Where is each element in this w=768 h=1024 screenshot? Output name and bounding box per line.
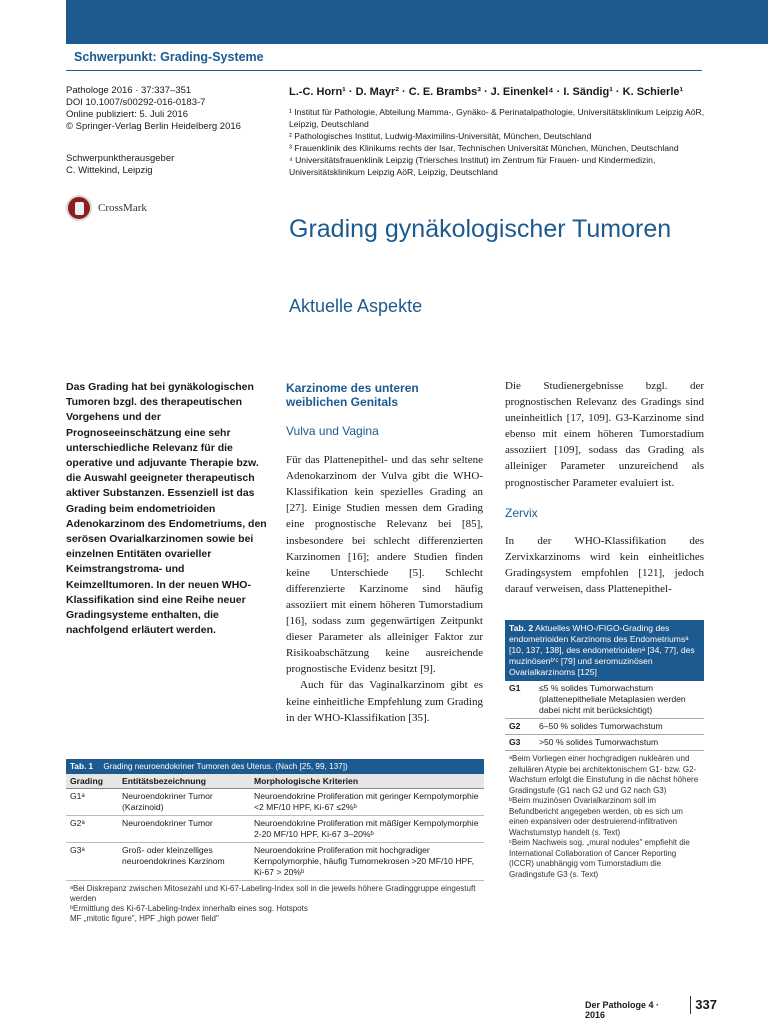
table-label: Tab. 2 [509,623,534,633]
affiliation: ⁴ Universitätsfrauenklinik Leipzig (Triersches Institut) im Zentrum für Frauen- und Kindermedizin, Universitätsklinikum Leipzig AöR, Leipzig, Deutschland [289,155,656,177]
section-heading: Zervix [505,505,538,520]
publication-meta [66,85,286,133]
table-row [505,681,704,719]
editor-name: C. Wittekind, Leipzig [66,165,153,176]
table-cell: G3ᵃ [66,843,118,881]
paragraph: In der WHO-Klassifikation des Zervixkarzinoms wird kein einheitliches Gradingsystem empfohlen [121], jedoch darauf verweisen, dass Plattenepithel- [505,534,704,596]
table-cell: ≤5 % solides Tumorwachstum (plattenepitheliale Metaplasien werden dabei nicht mit berücksichtigt) [535,681,704,719]
crossmark-badge[interactable] [66,195,186,223]
table-cell: 6–50 % solides Tumorwachstum [535,719,704,735]
table-1 [66,759,484,927]
table-cell: >50 % solides Tumorwachstum [535,735,704,751]
table-cell: Groß- oder kleinzelliges neuroendokrines Karzinom [118,843,250,881]
section-heading: Karzinome des unteren weiblichen Genitals [286,381,419,409]
table-caption-text: Grading neuroendokriner Tumoren des Uterus. (Nach [25, 99, 137]) [103,762,348,771]
table-label: Tab. 1 [70,762,94,771]
table-cell: Neuroendokrine Proliferation mit hochgradiger Kernpolymorphie, häufig Tumornekrosen >20 MF/10 HPF, Ki-67 > 20%ᵇ [250,843,484,881]
table-caption-text: Aktuelles WHO-/FIGO-Grading des endometrioiden Karzinoms des Endometriumsᵃ [10, 137, 138], des endometrioidenᵃ [34, 77], des muzinösenᵇ'ᶜ [79] und seromuzinösen Ovarialkarzinoms [125] [509,623,695,677]
header-bar [66,0,768,44]
affiliations [289,106,709,178]
table-cell: G2 [505,719,535,735]
table-header-row [66,774,484,789]
table-cell: G1ᵃ [66,789,118,816]
journal-issue: Der Pathologe 4 · 2016 [585,1000,660,1020]
author-list: L.-C. Horn¹ · D. Mayr² · C. E. Brambs³ · J. Einenkel⁴ · I. Sändig¹ · K. Schierle¹ [289,86,684,98]
editor-info [66,153,286,177]
paragraph: Auch für das Vaginalkarzinom gibt es keine einheitliche Empfehlung zum Grading in der WHO-Klassifikation [35]. [286,679,483,724]
footer-divider [690,996,691,1014]
table-cell: G1 [505,681,535,719]
table-cell: Neuroendokriner Tumor [118,816,250,843]
table-cell: Neuroendokrine Proliferation mit mäßiger Kernpolymorphie 2-20 MF/10 HPF, Ki-67 3–20%ᵇ [250,816,484,843]
table-cell: G3 [505,735,535,751]
abstract: Das Grading hat bei gynäkologischen Tumoren bzgl. des therapeutischen Vorgehens und der Prognoseeinschätzung eine sehr unterschiedliche Relevanz für die operative und adjuvante Therapie bzw. die Auswahl geeigneter therapeutisch aktiver Substanzen. Essenziell ist das Grading beim endometrioiden Adenokarzinom des Endometriums, den serösen Ovarialkarzinomen sowie bei einzelnen Entitäten ovarieller Keimstrangstroma- und Keimzelltumoren. In der neuen WHO-Klassifikation sind eine Reihe neuer Gradingsysteme enthalten, die nachfolgend erläutert werden. [66,381,267,637]
meta-line: Online publiziert: 5. Juli 2016 [66,109,188,120]
body-column-3 [505,378,704,597]
crossmark-icon [66,195,92,221]
footnote: ᶜBeim Nachweis sog. „mural nodules" empfiehlt die International Collaboration of Cancer Reporting (ICCR) unabhängig vom Tumorstadium die Gradingstufe G3 (s. Text) [509,838,690,879]
body-column-2 [286,381,483,726]
column-header: Grading [66,774,118,789]
affiliation: ³ Frauenklinik des Klinikums rechts der Isar, Technischen Universität München, München, Deutschland [289,143,679,153]
affiliation: ² Pathologisches Institut, Ludwig-Maximilins-Universität, München, Deutschland [289,131,592,141]
table-row [66,816,484,843]
table-row [66,843,484,881]
table-footnotes [66,881,484,927]
meta-line: DOI 10.1007/s00292-016-0183-7 [66,97,206,108]
table-row [505,719,704,735]
section-label [66,44,702,71]
table-caption [66,759,484,774]
paragraph: Die Studienergebnisse bzgl. der prognostischen Relevanz des Gradings sind uneinheitlich [17, 109]. G3-Karzinome sind ebenso mit einem höheren Tumorstadium assoziiert [109], sodass das Grading als alleiniger Parameter unzureichend als prognostischer Parameter evaluiert ist. [505,380,704,489]
paragraph: Für das Plattenepithel- und das sehr seltene Adenokarzinom der Vulva gibt die WHO-Klassifikation kein spezielles Grading an [27]. Einige Studien messen dem Grading eine prognostische Relevanz bei [85], insbesondere bei schlecht differenzierten Karzinomen [16]; andere Studien finden keine Unterschiede [5]. Schlecht differenzierte Karzinome sind häufig assoziiert mit einem höheren Tumorstadium [16], sodass zum gegenwärtigen Zeitpunkt dieser Parameter als alleiniger Faktor zur Risikoabschätzung keine ausreichende prognostische Evidenz besitzt [9]. [286,454,483,676]
table-row [66,789,484,816]
table-cell: Neuroendokrine Proliferation mit geringer Kernpolymorphie <2 MF/10 HPF, Ki-67 ≤2%ᵇ [250,789,484,816]
table-cell: G2ᵃ [66,816,118,843]
crossmark-label: CrossMark [98,202,147,214]
footnote: ᵃBeim Vorliegen einer hochgradigen nukleären und zellulären Atypie bei architektonischem G1- bzw. G2-Wachstum erfolgt die Einstufung in die nächst höhere Gradingstufe (G1 nach G2 und G2 nach G3) [509,754,699,795]
subsection-heading: Vulva und Vagina [286,424,379,438]
editor-label: Schwerpunktherausgeber [66,153,175,164]
table-caption [505,620,704,681]
footnote: ᵇErmittlung des Ki-67-Labeling-Index innerhalb eines sog. Hotspots [70,904,308,913]
footnote: ᵇBeim muzinösen Ovarialkarzinom soll im Befundbericht angegeben werden, ob es sich um einen expansiven oder destruierend-infiltrativen Wachstumstyp handelt (s. Text) [509,796,683,837]
article-title: Grading gynäkologischer Tumoren [289,215,672,243]
page-number: 337 [695,997,717,1012]
footnote: ᵃBei Diskrepanz zwischen Mitosezahl und Ki-67-Labeling-Index soll in die jeweils höhere Gradinggruppe eingestuft werden [70,884,476,903]
table-cell: Neuroendokriner Tumor (Karzinoid) [118,789,250,816]
table-footnotes [505,751,704,883]
meta-line: Pathologe 2016 · 37:337–351 [66,85,192,96]
footnote: MF „mitotic figure", HPF „high power field" [70,914,219,923]
meta-line: © Springer-Verlag Berlin Heidelberg 2016 [66,121,241,132]
column-header: Entitätsbezeichnung [118,774,250,789]
table-2 [505,620,704,883]
affiliation: ¹ Institut für Pathologie, Abteilung Mamma-, Gynäko- & Perinatalpathologie, Universitätsklinikum Leipzig AöR, Leipzig, Deutschland [289,107,705,129]
article-subtitle: Aktuelle Aspekte [289,296,423,316]
column-header: Morphologische Kriterien [250,774,484,789]
table-row [505,735,704,751]
section-title: Schwerpunkt: Grading-Systeme [74,50,264,64]
